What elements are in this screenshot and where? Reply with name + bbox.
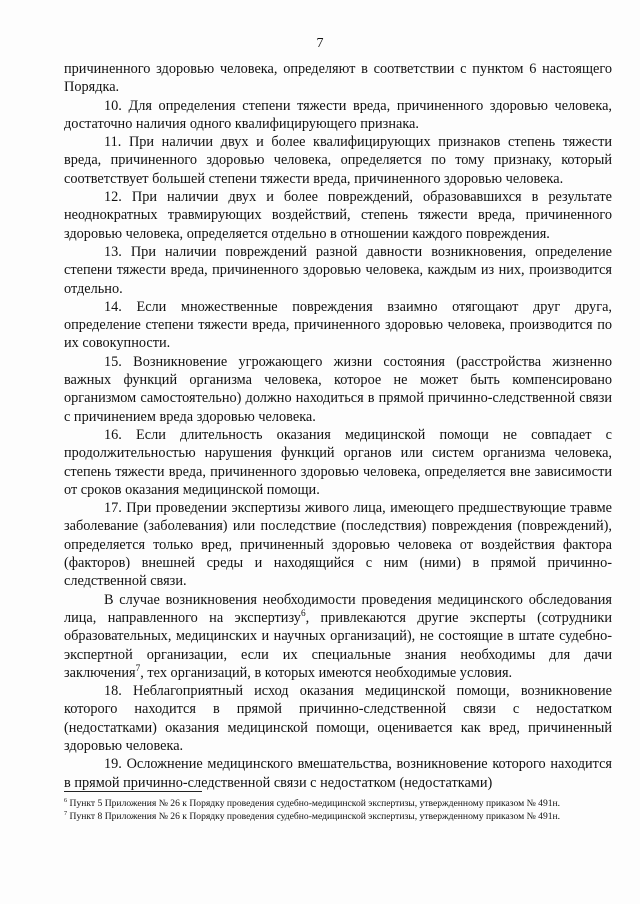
paragraph-10: 10. Для определения степени тяжести вреда, причиненного здоровью человека, достаточно наличия одного квалифицирующего признака. xyxy=(64,97,612,132)
paragraph-19: 19. Осложнение медицинского вмешательства, возникновение которого находится в прямой причинно-следственной связи с недостатком (недостатками) xyxy=(64,756,612,791)
footnote-7 xyxy=(64,810,612,823)
footnote-ref-7: 7 xyxy=(135,664,141,675)
footnotes xyxy=(64,797,612,824)
paragraph-17-experts-part3: , тех организаций, в которых имеются необходимые условия. xyxy=(140,664,513,681)
footnote-mark-7: 7 xyxy=(64,810,68,818)
paragraph-continued: причиненного здоровью человека, определяют в соответствии с пунктом 6 настоящего Порядка. xyxy=(64,61,612,96)
paragraph-15: 15. Возникновение угрожающего жизни состояния (расстройства жизненно важных функций организма человека, которое не может быть компенсировано организмом самостоятельно) должно находиться в прямой причинно-следственной связи с причинением вреда здоровью человека. xyxy=(64,353,612,425)
paragraph-12: 12. При наличии двух и более повреждений, образовавшихся в результате неоднократных травмирующих воздействий, степень тяжести вреда, причиненного здоровью человека, определяется отдельно в отношении каждого повреждения. xyxy=(64,189,612,242)
paragraph-18: 18. Неблагоприятный исход оказания медицинской помощи, возникновение которого находится в прямой причинно-следственной связи с недостатком (недостатками) оказания медицинской помощи, оценивается как вред, причиненный здоровью человека. xyxy=(64,683,612,754)
footnote-ref-6: 6 xyxy=(300,609,306,620)
footnote-6 xyxy=(64,797,612,810)
paragraph-14: 14. Если множественные повреждения взаимно отягощают друг друга, определение степени тяжести вреда, причиненного здоровью человека, производится по их совокупности. xyxy=(64,298,612,352)
paragraph-11: 11. При наличии двух и более квалифицирующих признаков степень тяжести вреда, причиненного здоровью человека, определяется по тому признаку, который соответствует большей степени тяжести вреда, причиненного здоровью человека. xyxy=(64,134,612,187)
paragraph-17-experts-part2: , привлекаются другие эксперты (сотрудники образовательных, медицинских и научных организаций), не состоящие в штате судебно-экспертной организации, если их специальные знания необходимы для дачи заключения xyxy=(64,609,612,681)
paragraph-13: 13. При наличии повреждений разной давности возникновения, определение степени тяжести вреда, причиненного здоровью человека, каждым из них, производится отдельно. xyxy=(64,243,612,297)
paragraph-17-experts-part1: В случае возникновения необходимости проведения медицинского обследования лица, направленного на экспертизу xyxy=(64,591,612,626)
paragraph-16: 16. Если длительность оказания медицинской помощи не совпадает с продолжительностью нарушения функций органов или систем организма человека, степень тяжести вреда, причиненного здоровью человека, определяется вне зависимости от сроков оказания медицинской помощи. xyxy=(64,426,612,498)
footnote-6-text: Пункт 5 Приложения № 26 к Порядку проведения судебно-медицинской экспертизы, утвержденному приказом № 491н. xyxy=(67,798,561,809)
footnote-7-text: Пункт 8 Приложения № 26 к Порядку проведения судебно-медицинской экспертизы, утвержденному приказом № 491н. xyxy=(67,811,561,823)
footnote-separator xyxy=(64,791,202,792)
footnote-mark-6: 6 xyxy=(64,796,68,804)
paragraph-17-experts xyxy=(64,591,612,682)
document-body xyxy=(64,60,612,792)
page-number: 7 xyxy=(316,36,324,51)
paragraph-17: 17. При проведении экспертизы живого лица, имеющего предшествующие травме заболевание (заболевания) или последствие (последствия) повреждения (повреждений), определяется только вред, причиненный здоровью человека от воздействия фактора (факторов) внешней среды и находящийся с ним (ними) в прямой причинно-следственной связи. xyxy=(64,500,612,590)
